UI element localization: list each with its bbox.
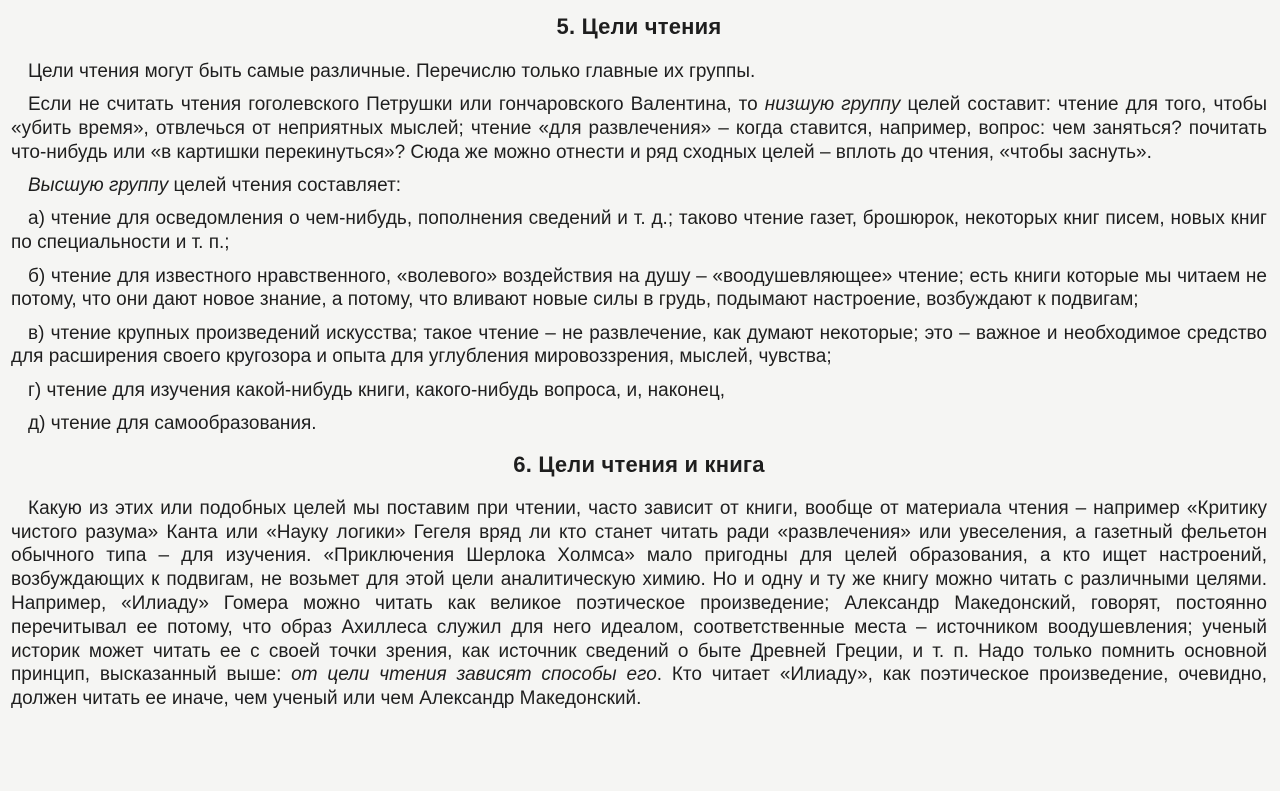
paragraph [11, 60, 1267, 84]
paragraph-text-segment: . Кто читает «Илиаду», как поэтическое произведение, очевидно, должен читать ее иначе, чем ученый или чем Александр Македонский. [11, 664, 1267, 710]
chapter-5 [11, 13, 1267, 436]
paragraph-text-segment: в) чтение крупных произведений искусства; такое чтение – не развлечение, как думают некоторые; это – важное и необходимое средство для расширения своего кругозора и опыта для углубления мировоззрения, мыслей, чувства; [11, 322, 1267, 368]
paragraph [11, 265, 1267, 313]
paragraph-italic-segment: от цели чтения зависят способы его [291, 664, 657, 686]
paragraph [11, 412, 1267, 436]
chapter-5-body [11, 60, 1267, 436]
paragraph [11, 497, 1267, 711]
paragraph-italic-segment: низшую группу [764, 94, 901, 116]
reader-page [0, 13, 1280, 711]
paragraph [11, 379, 1267, 403]
chapter-5-title: 5. Цели чтения [556, 14, 722, 39]
paragraph [11, 322, 1267, 370]
chapter-6-title: 6. Цели чтения и книга [513, 451, 765, 477]
paragraph-text-segment: Если не считать чтения гоголевского Петрушки или гончаровского Валентина, то [28, 94, 765, 116]
paragraph-text-segment: б) чтение для известного нравственного, «волевого» воздействия на душу – «воодушевляющее» чтение; есть книги которые мы читаем не потому, что они дают новое знание, а потому, что вливают новые силы в грудь, подымают настроение, возбуждают к подвигам; [11, 265, 1267, 311]
paragraph-text-segment: целей составит: чтение для того, чтобы «убить время», отвлечься от неприятных мыслей; чтение «для развлечения» – когда ставится, например, вопрос: чем заняться? почитать что-нибудь или «в картишки перекинуться»? Сюда же можно отнести и ряд сходных целей – вплоть до чтения, «чтобы заснуть». [11, 94, 1267, 163]
paragraph-text-segment: а) чтение для осведомления о чем-нибудь, пополнения сведений и т. д.; таково чтение газет, брошюрок, некоторых книг писем, новых книг по специальности и т. п.; [11, 208, 1267, 254]
paragraph [11, 174, 1267, 198]
paragraph-text-segment: целей чтения составляет: [168, 175, 402, 197]
paragraph [11, 207, 1267, 255]
paragraph-text-segment: д) чтение для самообразования. [28, 413, 317, 435]
paragraph-text-segment: Какую из этих или подобных целей мы поставим при чтении, часто зависит от книги, вообще от материала чтения – например «Критику чистого разума» Канта или «Науку логики» Гегеля вряд ли кто станет читать ради «развлечения» или увеселения, а газетный фельетон обычного типа – для изучения. «Приключения Шерлока Холмса» мало пригодны для целей образования, а кто ищет настроений, возбуждающих к подвигам, не возьмет для этой цели аналитическую химию. Но и одну и ту же книгу можно читать с различными целями. Например, «Илиаду» Гомера можно читать как великое поэтическое произведение; Александр Македонский, говорят, постоянно перечитывал ее потому, что образ Ахиллеса служил для него идеалом, соответственные места – источником воодушевления; ученый историк может читать ее с своей точки зрения, как источник сведений о быте Древней Греции, и т. п. Надо только помнить основной принцип, высказанный выше: [11, 497, 1267, 686]
paragraph-italic-segment: Высшую группу [28, 175, 169, 197]
paragraph-text-segment: г) чтение для изучения какой-нибудь книги, какого-нибудь вопроса, и, наконец, [28, 379, 726, 401]
paragraph-text-segment: Цели чтения могут быть самые различные. Перечислю только главные их группы. [28, 61, 756, 82]
chapter-6-body [11, 497, 1267, 711]
paragraph [11, 93, 1267, 164]
chapter-6 [11, 451, 1267, 711]
